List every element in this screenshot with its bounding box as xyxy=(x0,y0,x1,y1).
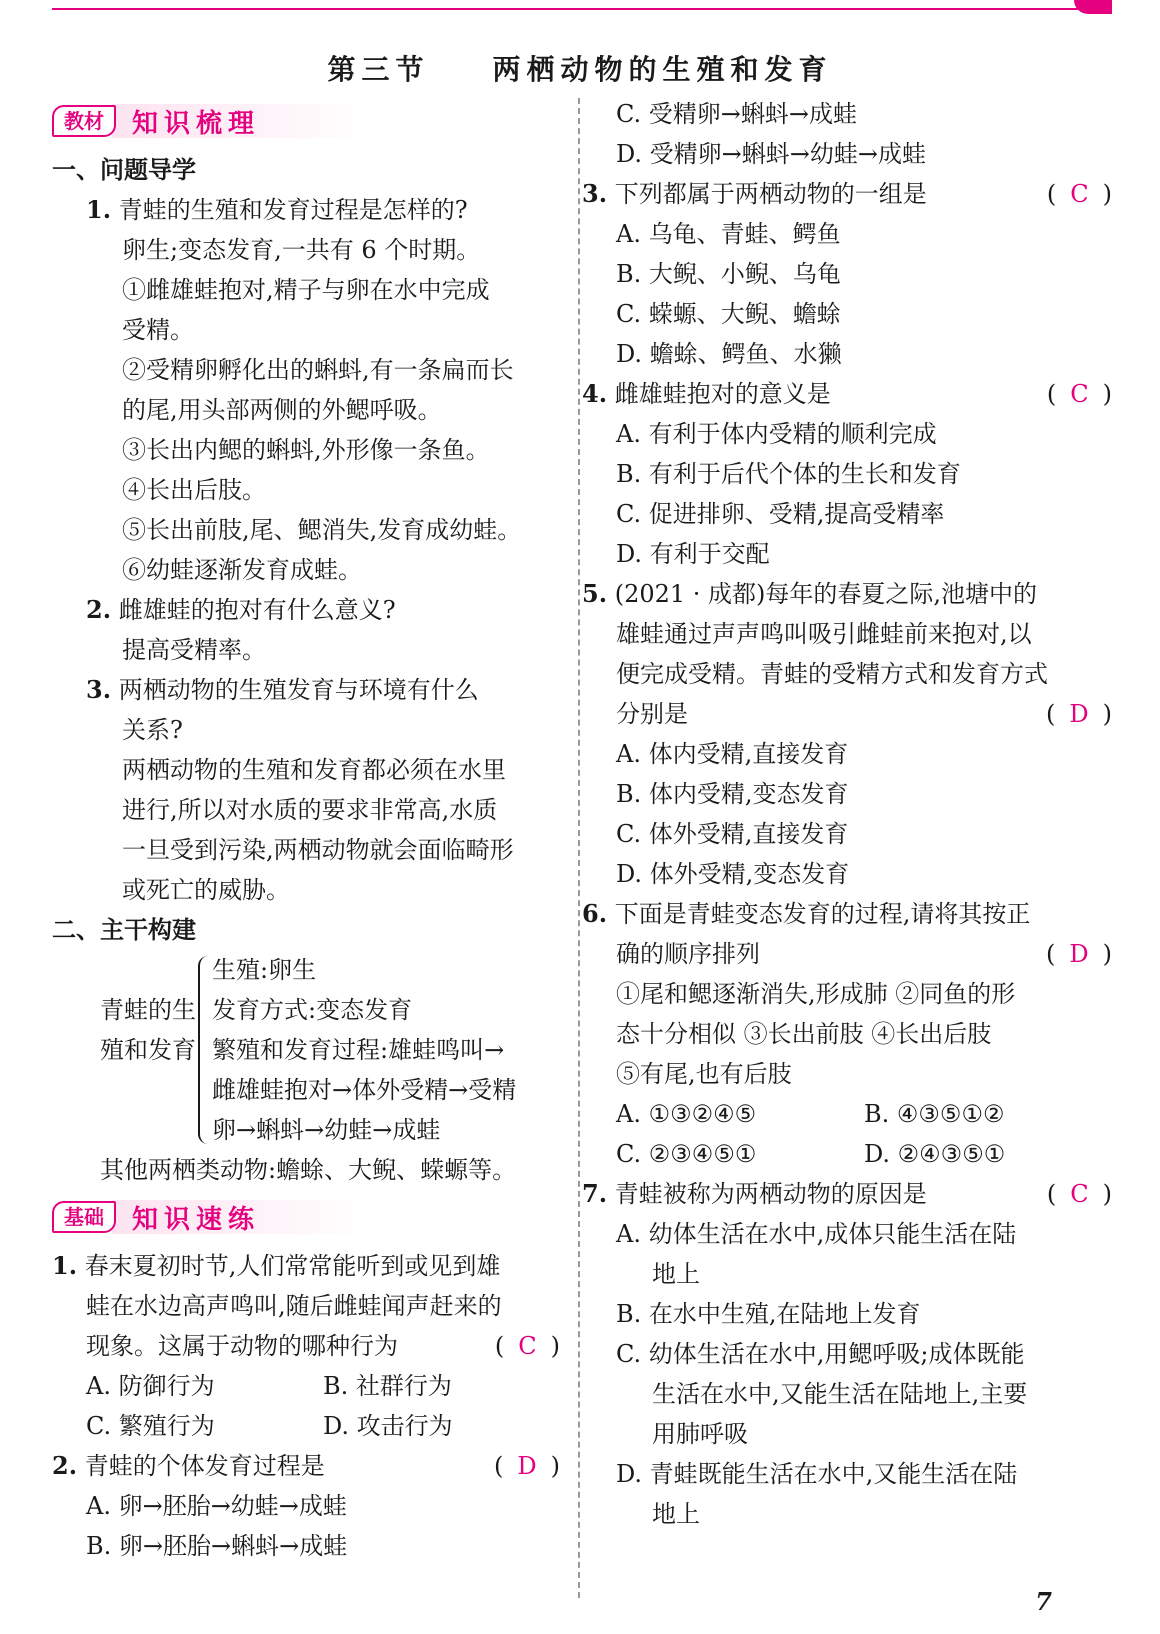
answer-slot: ( D ) xyxy=(494,1452,560,1480)
curly-brace xyxy=(198,956,210,1144)
e5-line: 分别是 ( D ) xyxy=(582,694,1112,734)
answer-slot: ( C ) xyxy=(1046,180,1112,208)
e5-option: D. 体外受精,变态发育 xyxy=(616,860,850,888)
e5-option: C. 体外受精,直接发育 xyxy=(616,820,849,848)
brace-diagram xyxy=(52,950,560,1150)
q1-line: ⑤长出前肢,尾、鳃消失,发育成幼蛙。 xyxy=(122,516,522,544)
e2-option: C. 受精卵→蝌蚪→成蛙 xyxy=(616,100,857,128)
e2-option: B. 卵→胚胎→蝌蚪→成蛙 xyxy=(86,1532,348,1560)
e6-stem: 6. 下面是青蛙变态发育的过程,请将其按正 xyxy=(582,899,1031,928)
q2-question: 2. 雌雄蛙的抱对有什么意义? xyxy=(86,595,396,624)
answer-slot: ( D ) xyxy=(1046,940,1112,968)
q1-question: 1. 青蛙的生殖和发育过程是怎样的? xyxy=(86,195,468,224)
e1-line: 现象。这属于动物的哪种行为 ( C ) xyxy=(52,1326,560,1366)
answer-slot: ( C ) xyxy=(1046,380,1112,408)
banner-tag: 基础 xyxy=(52,1201,116,1233)
column-divider xyxy=(578,98,580,1598)
e5-line: 便完成受精。青蛙的受精方式和发育方式 xyxy=(616,660,1048,688)
answer-slot: ( C ) xyxy=(1046,1180,1112,1208)
q1-line: ⑥幼蛙逐渐发育成蛙。 xyxy=(122,556,362,584)
q1-line: 受精。 xyxy=(122,316,194,344)
e4-option: D. 有利于交配 xyxy=(616,540,770,568)
other-amphibians: 其他两栖类动物:蟾蜍、大鲵、蝾螈等。 xyxy=(100,1156,517,1184)
part1-title: 一、问题导学 xyxy=(52,155,196,184)
banner-text: 知识梳理 xyxy=(132,108,261,139)
e1-options: A. 防御行为 B. 社群行为 xyxy=(86,1372,452,1400)
e3-option: C. 蝾螈、大鲵、蟾蜍 xyxy=(616,300,841,328)
e5-line: 雄蛙通过声声鸣叫吸引雌蛙前来抱对,以 xyxy=(616,620,1032,648)
e7-option: D. 青蛙既能生活在水中,又能生活在陆 xyxy=(616,1460,1018,1488)
brace-item: 雌雄蛙抱对→体外受精→受精 xyxy=(212,1076,517,1104)
banner-text: 知识速练 xyxy=(132,1204,261,1235)
e7-option: 地上 xyxy=(652,1500,700,1528)
e3-option: D. 蟾蜍、鳄鱼、水獭 xyxy=(616,340,842,368)
e1-options: C. 繁殖行为 D. 攻击行为 xyxy=(86,1412,453,1440)
left-column xyxy=(52,94,560,1566)
e6-statement: ⑤有尾,也有后肢 xyxy=(616,1060,792,1088)
q3-question: 3. 两栖动物的生殖发育与环境有什么 xyxy=(86,675,479,704)
e1-stem: 1. 春末夏初时节,人们常常能听到或见到雄 xyxy=(52,1251,501,1280)
e2-option: A. 卵→胚胎→幼蛙→成蛙 xyxy=(86,1492,347,1520)
e6-statement: ①尾和鳃逐渐消失,形成肺 ②同鱼的形 xyxy=(616,980,1016,1008)
e6-statement: 态十分相似 ③长出前肢 ④长出后肢 xyxy=(616,1020,992,1048)
e3-option: A. 乌龟、青蛙、鳄鱼 xyxy=(616,220,841,248)
q1-line: ④长出后肢。 xyxy=(122,476,266,504)
e1-line: 蛙在水边高声鸣叫,随后雌蛙闻声赶来的 xyxy=(86,1292,502,1320)
answer-slot: ( D ) xyxy=(1046,700,1112,728)
q2-line: 提高受精率。 xyxy=(122,636,266,664)
q3-line: 关系? xyxy=(122,716,183,744)
e7-option: 用肺呼吸 xyxy=(652,1420,748,1448)
e4-stem: 4. 雌雄蛙抱对的意义是 ( C ) xyxy=(582,374,1112,414)
e3-stem: 3. 下列都属于两栖动物的一组是 ( C ) xyxy=(582,174,1112,214)
q3-line: 一旦受到污染,两栖动物就会面临畸形 xyxy=(122,836,514,864)
part2-title: 二、主干构建 xyxy=(52,915,196,944)
q1-line: ③长出内鳃的蝌蚪,外形像一条鱼。 xyxy=(122,436,490,464)
e4-option: B. 有利于后代个体的生长和发育 xyxy=(616,460,961,488)
brace-item: 卵→蝌蚪→幼蛙→成蛙 xyxy=(212,1116,441,1144)
e5-option: B. 体内受精,变态发育 xyxy=(616,780,849,808)
e6-options: A. ①③②④⑤ B. ④③⑤①② xyxy=(616,1100,1005,1128)
q3-line: 进行,所以对水质的要求非常高,水质 xyxy=(122,796,498,824)
e5-stem: 5. (2021 · 成都)每年的春夏之际,池塘中的 xyxy=(582,579,1038,608)
brace-items xyxy=(212,950,516,1150)
corner-tab xyxy=(1074,0,1112,14)
right-column xyxy=(582,94,1112,1534)
q1-line: ②受精卵孵化出的蝌蚪,有一条扁而长 xyxy=(122,356,514,384)
brace-item: 生殖:卵生 xyxy=(212,956,317,984)
e7-stem: 7. 青蛙被称为两栖动物的原因是 ( C ) xyxy=(582,1174,1112,1214)
banner-knowledge-review xyxy=(52,100,560,142)
e5-option: A. 体内受精,直接发育 xyxy=(616,740,849,768)
page-number: 7 xyxy=(1035,1587,1052,1616)
banner-practice xyxy=(52,1196,560,1238)
top-rule xyxy=(52,8,1092,10)
e7-option: A. 幼体生活在水中,成体只能生活在陆 xyxy=(616,1220,1017,1248)
q3-line: 或死亡的威胁。 xyxy=(122,876,290,904)
q3-line: 两栖动物的生殖和发育都必须在水里 xyxy=(122,756,506,784)
q1-line: 的尾,用头部两侧的外鳃呼吸。 xyxy=(122,396,442,424)
e7-option: 地上 xyxy=(652,1260,700,1288)
banner-tag: 教材 xyxy=(52,105,116,137)
e6-line: 确的顺序排列 ( D ) xyxy=(582,934,1112,974)
e7-option: C. 幼体生活在水中,用鳃呼吸;成体既能 xyxy=(616,1340,1025,1368)
e6-options: C. ②③④⑤① D. ②④③⑤① xyxy=(616,1140,1006,1168)
brace-item: 繁殖和发育过程:雄蛙鸣叫→ xyxy=(212,1036,505,1064)
e2-option: D. 受精卵→蝌蚪→幼蛙→成蛙 xyxy=(616,140,926,168)
q1-line: 卵生;变态发育,一共有 6 个时期。 xyxy=(122,236,481,264)
e2-stem: 2. 青蛙的个体发育过程是 ( D ) xyxy=(52,1446,560,1486)
brace-item: 发育方式:变态发育 xyxy=(212,996,413,1024)
e4-option: A. 有利于体内受精的顺利完成 xyxy=(616,420,937,448)
answer-slot: ( C ) xyxy=(494,1332,560,1360)
e7-option: 生活在水中,又能生活在陆地上,主要 xyxy=(652,1380,1028,1408)
e4-option: C. 促进排卵、受精,提高受精率 xyxy=(616,500,945,528)
q1-line: ①雌雄蛙抱对,精子与卵在水中完成 xyxy=(122,276,490,304)
e7-option: B. 在水中生殖,在陆地上发育 xyxy=(616,1300,921,1328)
e3-option: B. 大鲵、小鲵、乌龟 xyxy=(616,260,841,288)
section-title: 第三节 两栖动物的生殖和发育 xyxy=(327,53,833,86)
brace-label: 青蛙的生 殖和发育 xyxy=(100,996,196,1064)
